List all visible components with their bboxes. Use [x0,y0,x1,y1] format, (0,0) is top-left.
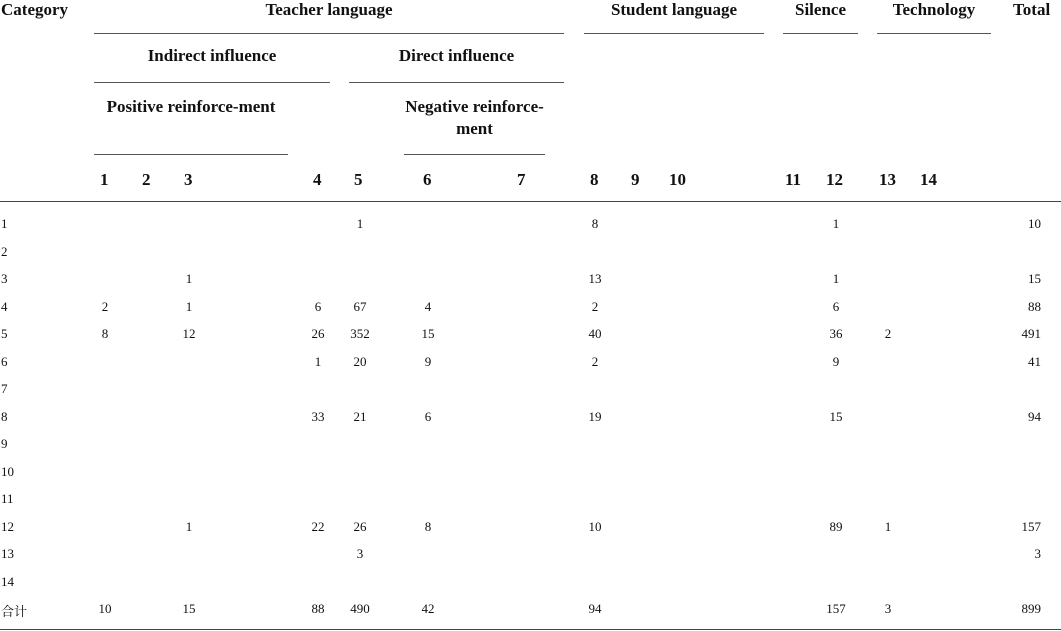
teacher-language-underline [94,33,564,34]
table-cell: 10 [588,518,602,534]
row-label: 13 [1,546,14,561]
technology-header: Technology [892,0,976,19]
direct-influence-underline [349,82,564,83]
silence-header: Silence [795,0,846,19]
table-cell: 3 [356,546,364,561]
table-cell: 19 [588,408,602,424]
student-language-header: Student language [610,0,738,19]
table-cell: 1 [185,518,193,534]
direct-influence-header: Direct influence [398,46,515,65]
column-number: 9 [631,170,640,189]
row-label: 8 [1,408,8,424]
table-cell: 22 [311,518,325,534]
table-cell: 1 [185,271,193,286]
table-cell: 157 [826,601,846,616]
table-cell: 2 [591,353,599,369]
table-cell: 15 [829,408,843,424]
row-total: 15 [1028,271,1041,286]
table-cell: 1 [314,353,322,369]
total-header: Total [1013,0,1051,19]
row-label: 1 [1,216,8,231]
table-cell: 6 [832,298,840,314]
row-total: 899 [1021,601,1041,616]
column-number: 7 [517,170,526,189]
row-label: 6 [1,353,8,369]
column-number: 8 [590,170,599,189]
row-label: 9 [1,436,8,451]
table-cell: 10 [98,601,112,616]
silence-underline [783,33,858,34]
table-cell: 1 [832,216,840,231]
table-cell: 3 [884,601,892,616]
table-cell: 2 [884,326,892,341]
technology-underline [877,33,991,34]
student-language-underline [584,33,764,34]
table-cell: 89 [829,518,843,534]
table-cell: 26 [353,518,367,534]
table-cell: 12 [182,326,196,341]
table-cell: 6 [424,408,432,424]
indirect-influence-underline [94,82,330,83]
row-label: 5 [1,326,8,341]
row-label: 7 [1,381,8,396]
table-cell: 88 [311,601,325,616]
column-number: 4 [313,170,322,189]
column-number: 3 [184,170,193,189]
row-total: 41 [1028,353,1041,369]
row-label: 4 [1,298,8,314]
table-cell: 40 [588,326,602,341]
table-cell: 21 [353,408,367,424]
row-total: 88 [1028,298,1041,314]
table-cell: 67 [353,298,367,314]
table-cell: 26 [311,326,325,341]
table-cell: 1 [884,518,892,534]
table-cell: 490 [350,601,370,616]
table-cell: 94 [588,601,602,616]
column-number: 14 [920,170,937,189]
table-cell: 8 [424,518,432,534]
table-cell: 352 [350,326,370,341]
table-cell: 4 [424,298,432,314]
column-number: 11 [785,170,802,189]
table-cell: 15 [182,601,196,616]
positive-reinforcement-underline [94,154,288,155]
column-number: 1 [100,170,109,189]
table-cell: 42 [421,601,435,616]
negative-reinforcement-header: Negative reinforce-ment [405,97,544,138]
table-cell: 2 [591,298,599,314]
negative-reinforcement-underline [404,154,545,155]
row-label: 10 [1,463,14,479]
table-cell: 33 [311,408,325,424]
table-cell: 36 [829,326,843,341]
table-cell: 8 [101,326,109,341]
positive-reinforcement-header: Positive reinforce-ment [106,97,276,116]
column-number: 10 [669,170,686,189]
table-cell: 9 [424,353,432,369]
table-cell: 20 [353,353,367,369]
table-cell: 13 [588,271,602,286]
table-cell: 6 [314,298,322,314]
row-total: 157 [1021,518,1041,534]
row-label: 12 [1,518,14,534]
row-total: 94 [1028,408,1041,424]
header-rule [0,201,1061,202]
row-total: 3 [1034,546,1041,561]
indirect-influence-header: Indirect influence [147,46,277,65]
row-label: 2 [1,243,8,259]
row-label: 3 [1,271,8,286]
row-total: 10 [1028,216,1041,231]
category-header: Category [1,0,69,19]
table-cell: 1 [832,271,840,286]
table-cell: 15 [421,326,435,341]
table-cell: 2 [101,298,109,314]
column-number: 13 [879,170,896,189]
row-label: 11 [1,491,14,506]
column-number: 12 [826,170,843,189]
teacher-language-header: Teacher language [265,0,393,19]
column-number: 6 [423,170,432,189]
table-cell: 1 [185,298,193,314]
column-number: 5 [354,170,363,189]
table-cell: 1 [356,216,364,231]
column-number: 2 [142,170,151,189]
row-total: 491 [1021,326,1041,341]
row-label: 合计 [1,604,28,619]
table-cell: 9 [832,353,840,369]
bottom-rule [0,629,1061,630]
row-label: 14 [1,573,14,589]
table-cell: 8 [591,216,599,231]
